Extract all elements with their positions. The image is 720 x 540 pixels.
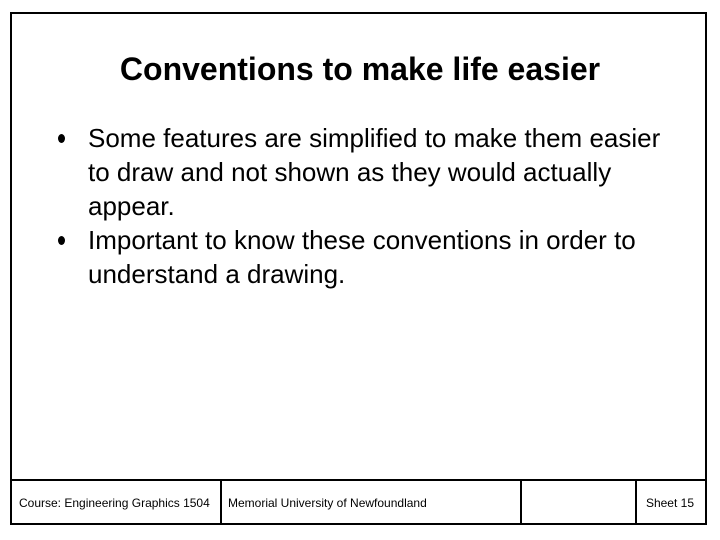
slide-title: Conventions to make life easier	[119, 51, 601, 87]
footer-bar	[10, 479, 707, 525]
bullet-dot-icon	[58, 134, 65, 143]
bullet-dot-icon	[58, 236, 65, 245]
bullet-text: Some features are simplified to make them easier to draw and not shown as they would actually appear.	[88, 123, 661, 221]
footer-course-cell	[10, 481, 222, 525]
footer-university-text: Memorial University of Newfoundland	[228, 496, 427, 510]
footer-sheet-number: Sheet 15	[645, 496, 694, 510]
footer-university-cell	[222, 481, 522, 525]
bullet-list	[0, 121, 720, 291]
bullet-item	[0, 223, 720, 291]
footer-course-text: Course: Engineering Graphics 1504	[19, 496, 210, 510]
footer-sheet-cell	[637, 481, 705, 525]
footer-empty-cell	[522, 481, 637, 525]
bullet-item	[0, 121, 720, 223]
bullet-text: Important to know these conventions in order to understand a drawing.	[88, 225, 636, 289]
